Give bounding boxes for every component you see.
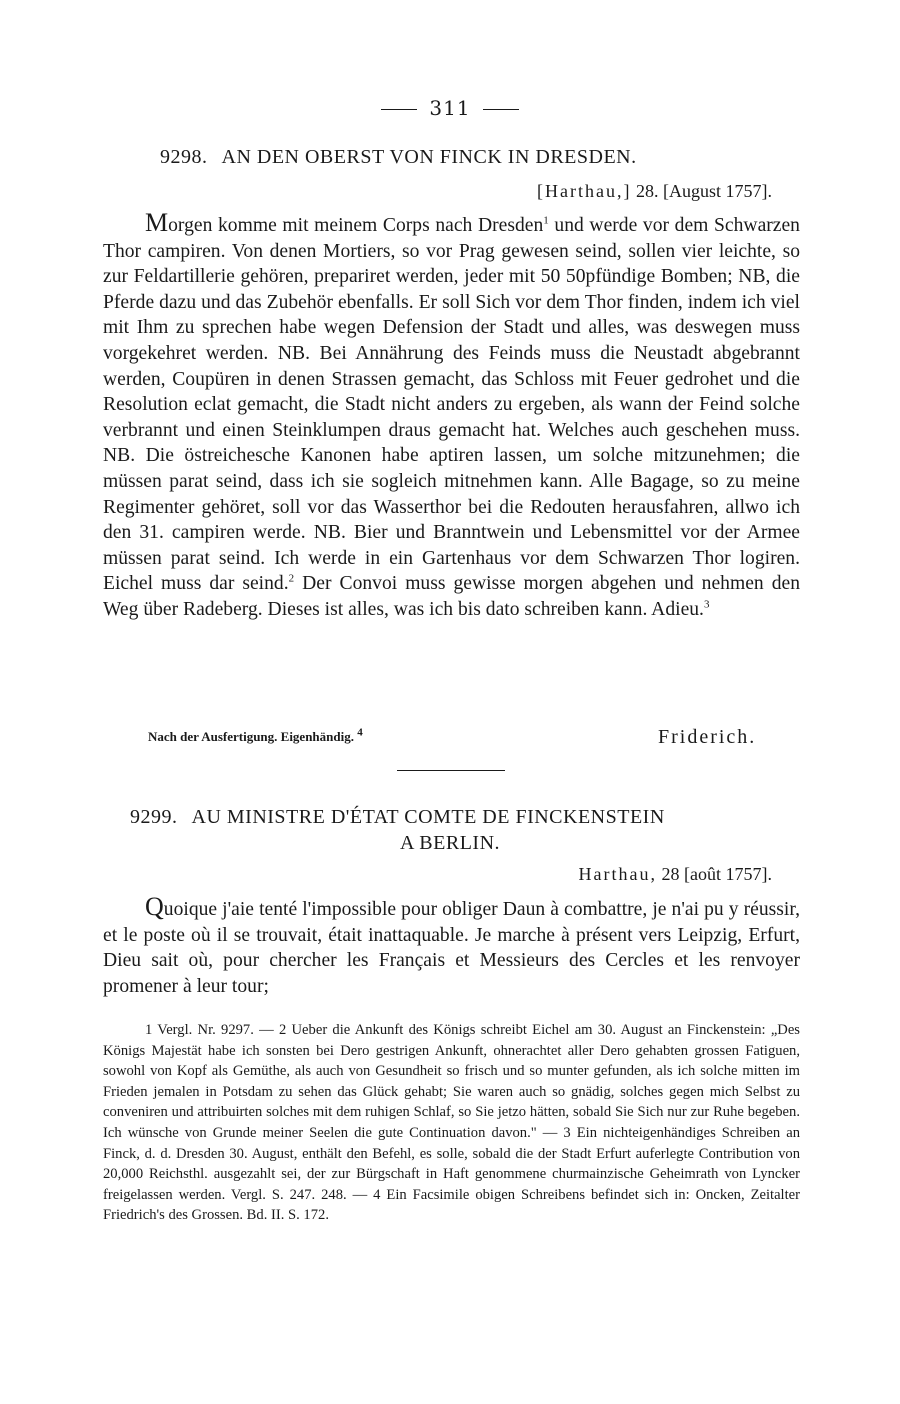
- letter-heading-9299: [130, 806, 665, 829]
- footnote-ref: 2: [288, 572, 295, 585]
- letter-title-line2: A BERLIN.: [399, 832, 501, 854]
- letter-number: 9298.: [160, 146, 208, 168]
- footnote-text: 1 Vergl. Nr. 9297. — 2 Ueber die Ankunft des Königs schreibt Eichel am 30. August an Finckenstein: „Des Königs Majestät habe ich sonsten bei Dero gestrigen Ankunft, ohnerachtet aller Dero gehabten grossen Fatiguen, sowohl von Kopf als Gemüthe, als auch von Gesundheit so frisch und so munter gefunden, als ich solche mitten im Frieden jemalen in Potsdam zu sehen das Glück gehabt; Sie waren auch so gnädig, solches gegen mich Selbst zu conveniren und attribuirten solches mit dem ruhigen Schlaf, so Sie jetzo hätten, sobald Sie Sich nur zur Ruhe begeben. Ich wünsche von Grunde meiner Seelen die gute Continuation davon." — 3 Ein nichteigenhändiges Schreiben an Finck, d. d. Dresden 30. August, enthält den Befehl, es solle, sobald die der Stadt Erfurt auferlegte Contribution von 20,000 Reichsthl. ausgezahlt sei, der zur Bürgschaft in Haft genommene churmainzische Geheimrath von Lyncker freigelassen werden. Vergl. S. 247. 248. — 4 Ein Facsimile obigen Schreibens befindet sich in: Oncken, Zeitalter Friedrich's des Grossen. Bd. II. S. 172.: [103, 1022, 800, 1224]
- signature: Friderich.: [658, 726, 757, 748]
- body-initial: M: [145, 208, 169, 237]
- letter-title: AN DEN OBERST VON FINCK IN DRESDEN.: [221, 146, 637, 168]
- page-number-dash-right: [483, 109, 519, 110]
- body-text-part2: und werde vor dem Schwarzen Thor campiren. Von denen Mortiers, so vor Prag gewesen seind, sollen vier leichte, so zur Feldartillerie gehören, prepariret werden, jeder mit 50 50pfündige Bomben; NB, die Pferde dazu und das Zubehör ebenfalls. Er soll Sich vor dem Thor finden, indem ich viel mit Ihm zu sprechen habe wegen Defension der Stadt und alles, was deswegen muss vorgekehret werden. NB. Bei Annährung des Feinds muss die Neustadt abgebrannt werden, Coupüren in denen Strassen gemacht, das Schloss mit Feuer gedrohet und die Resolution eclat gemacht, die Stadt nicht anders zu ergeben, als wann der Feind solche verbrannt und einen Steinklumpen draus gemacht hat. Welches auch geschehen muss. NB. Die östreichesche Kanonen habe aptiren lassen, um solche mitzunehmen; die müssen parat seind, dass ich sie sogleich mitnehmen kann. Alle Bagage, so zu meine Regimenter gehöret, soll vor das Wasserthor bei die Redouten herausfahren, allwo ich den 31. campiren werde. NB. Bier und Branntwein und Lebensmittel vor der Armee müssen parat seind. Ich werde in ein Gartenhaus vor dem Schwarzen Thor logiren. Eichel muss dar seind.: [103, 215, 800, 595]
- body-initial: Q: [145, 892, 164, 921]
- dateline-date: 28 [août 1757].: [661, 864, 772, 884]
- letter-dateline-9298: [537, 181, 772, 202]
- letter-heading-9299-line2: [0, 832, 900, 855]
- page-number-dash-left: [381, 109, 417, 110]
- source-note-text: Nach der Ausfertigung. Eigenhändig.: [148, 729, 354, 744]
- section-divider: [397, 770, 505, 771]
- letter-heading-9298: [160, 146, 637, 169]
- page-number-value: 311: [429, 96, 471, 120]
- footnote-ref: 3: [703, 598, 710, 611]
- footnote-ref: 1: [543, 214, 549, 227]
- letter-title-line1: AU MINISTRE D'ÉTAT COMTE DE FINCKENSTEIN: [191, 806, 665, 828]
- footnote-ref: 4: [357, 726, 363, 739]
- body-text-part1: orgen komme mit meinem Corps nach Dresden: [168, 215, 544, 236]
- source-note: [148, 726, 363, 745]
- footnotes: [103, 1020, 800, 1226]
- dateline-date: 28. [August 1757].: [636, 181, 772, 201]
- letter-body-9299: [103, 894, 800, 999]
- body-text: uoique j'aie tenté l'impossible pour obliger Daun à combattre, je n'ai pu y réussir, et le poste où il se trouvait, était inattaquable. Je marche à présent vers Leipzig, Erfurt, Dieu sait où, pour chercher les Français et Messieurs des Cercles et les renvoyer promener à leur tour;: [103, 899, 800, 997]
- dateline-place: Harthau,: [578, 864, 658, 884]
- body-text-part3: Der Convoi muss gewisse morgen abgehen und nehmen den Weg über Radeberg. Dieses ist alles, was ich bis dato schreiben kann. Adieu.: [103, 573, 801, 620]
- letter-body-9298: [103, 210, 800, 623]
- dateline-place: [Harthau,]: [537, 181, 632, 201]
- letter-number: 9299.: [130, 806, 178, 828]
- page-number: [0, 96, 900, 120]
- letter-dateline-9299: [579, 864, 772, 885]
